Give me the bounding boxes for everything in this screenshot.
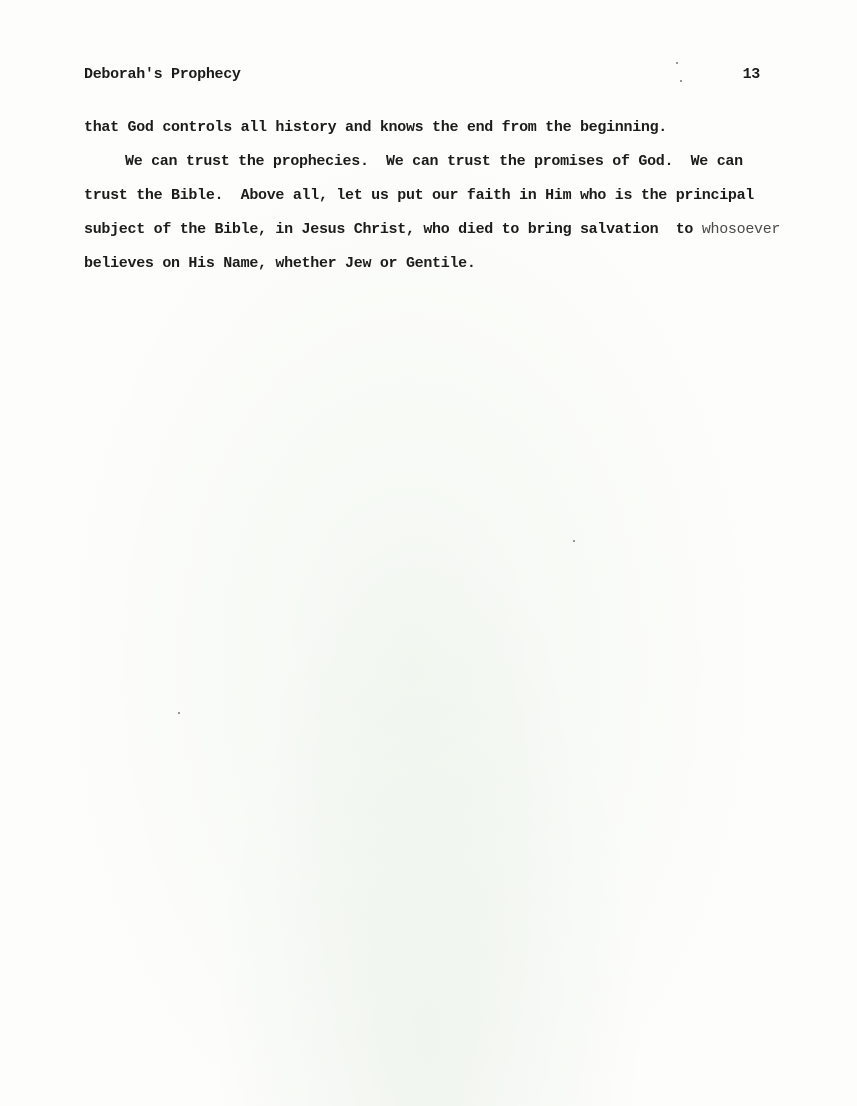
- scan-speck: [573, 540, 575, 542]
- text-line: trust the Bible. Above all, let us put our faith in Him who is the principal: [84, 187, 755, 204]
- text-line: that God controls all history and knows the end from the beginning.: [84, 119, 667, 136]
- scan-speck: [178, 712, 180, 714]
- scan-speck: [676, 62, 678, 64]
- scan-speck: [680, 80, 682, 82]
- text-line-main: subject of the Bible, in Jesus Christ, who died to bring salvation to: [84, 221, 702, 238]
- paragraph-first-line: We can trust the prophecies. We can trust the promises of God. We can: [125, 153, 743, 170]
- text-line: [84, 218, 781, 252]
- page-header: [84, 66, 760, 90]
- running-title: Deborah's Prophecy: [84, 66, 241, 83]
- body-text: [84, 116, 781, 286]
- text-line: believes on His Name, whether Jew or Gentile.: [84, 255, 476, 272]
- text-line-faded-word: whosoever: [701, 221, 781, 238]
- page-number: 13: [742, 66, 760, 83]
